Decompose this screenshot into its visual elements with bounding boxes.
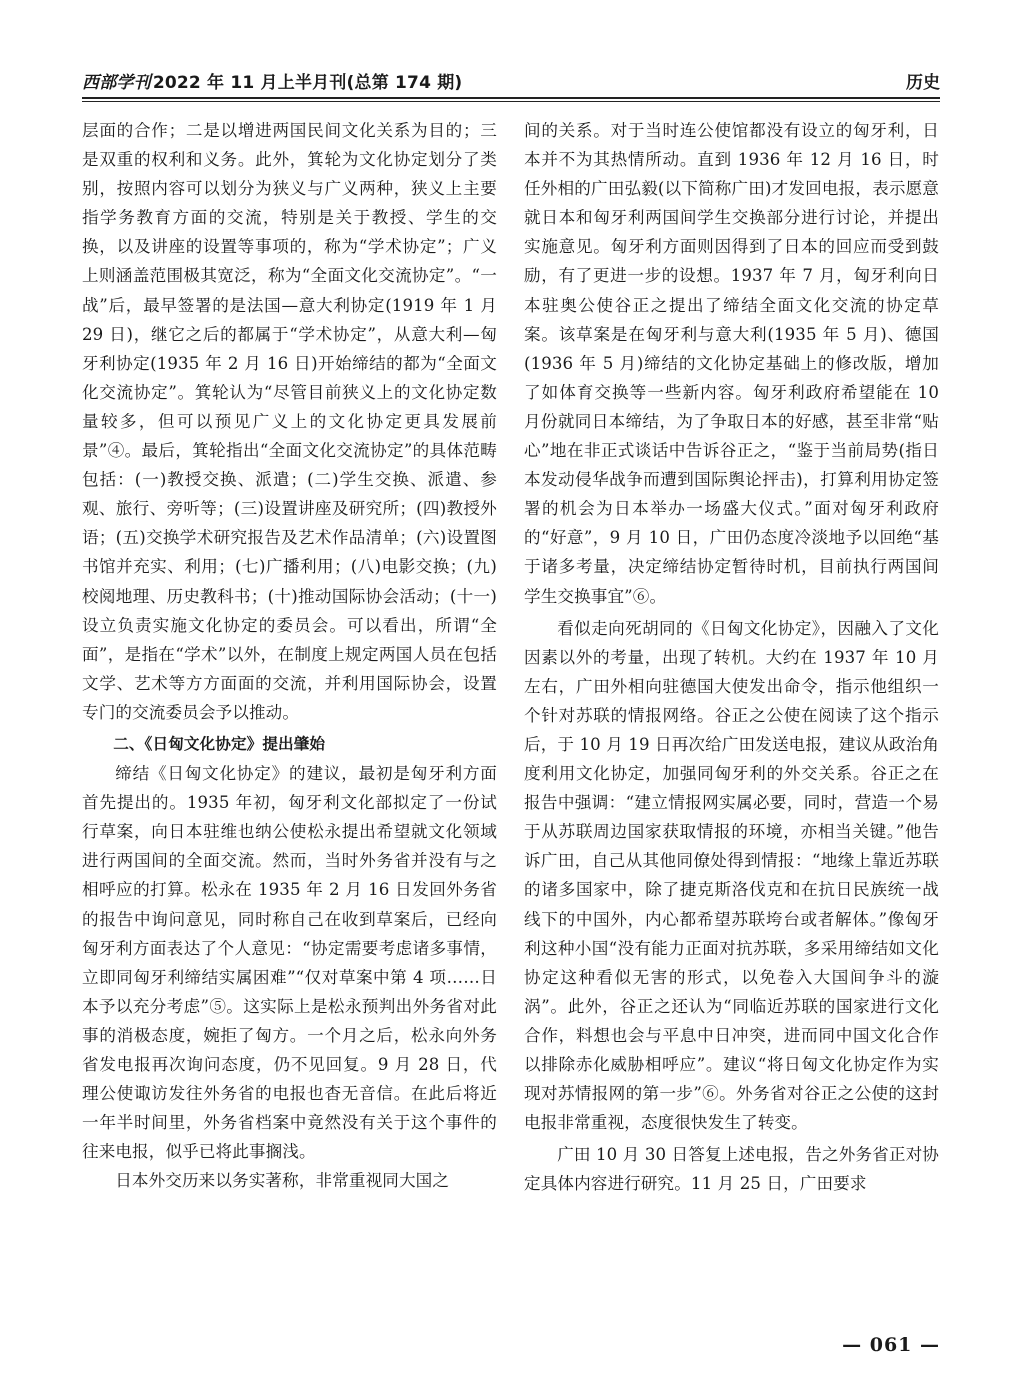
paragraph: 看似走向死胡同的《日匈文化协定》，因融入了文化因素以外的考量，出现了转机。大约在 1937 年 10 月左右，广田外相向驻德国大使发出命令，指示他组织一个针对苏联的情报网络。谷正之公使在阅读了这个指示后，于 10 月 19 日再次给广田发送电报，建议从政治角度利用文化协定，加强同匈牙利的外交关系。谷正之在报告中强调：“建立情报网实属必要，同时，营造一个易于从苏联周边国家获取情报的环境，亦相当关键。”他告诉广田，自己从其他同僚处得到情报：“地缘上靠近苏联的诸多国家中，除了捷克斯洛伐克和在抗日民族统一战线下的中国外，内心都希望苏联垮台或者解体。”像匈牙利这种小国“没有能力正面对抗苏联，多采用缔结如文化协定这种看似无害的形式，以免卷入大国间争斗的漩涡”。此外，谷正之还认为“同临近苏联的国家进行文化合作，料想也会与平息中日冲突，进而同中国文化合作以排除赤化威胁相呼应”。建议“将日匈文化协定作为实现对苏情报网的第一步”⑥。外务省对谷正之公使的这封电报非常重视，态度很快发生了转变。	[524, 618, 939, 1133]
paragraph: 层面的合作；二是以增进两国民间文化关系为目的；三是双重的权利和义务。此外，箕轮为文化协定划分了类别，按照内容可以划分为狭义与广义两种，狭义上主要指学务教育方面的交流，特别是关于教授、学生的交换，以及讲座的设置等事项的，称为“学术协定”；广义上则涵盖范围极其宽泛，称为“全面文化交流协定”。“一战”后，最早签署的是法国—意大利协定(1919 年 1 月 29 日)，继它之后的都属于“学术协定”，从意大利—匈牙利协定(1935 年 2 月 16 日)开始缔结的都为“全面文化交流协定”。箕轮认为“尽管目前狭义上的文化协定数量较多，但可以预见广义上的文化协定更具发展前景”④。最后，箕轮指出“全面文化交流协定”的具体范畴包括：(一)教授交换、派遣；(二)学生交换、派遣、参观、旅行、旁听等；(三)设置讲座及研究所；(四)教授外语；(五)交换学术研究报告及艺术作品清单；(六)设置图书馆并充实、利用；(七)广播利用；(八)电影交换；(九)校阅地理、历史教科书；(十)推动国际协会活动；(十一)设立负责实施文化协定的委员会。可以看出，所谓“全面”，是指在“学术”以外，在制度上规定两国人员在包括文学、艺术等方方面面的交流，并利用国际协会，设置专门的交流委员会予以推动。	[82, 121, 497, 722]
page-number: — 061 —	[842, 1334, 940, 1356]
issue-info: 2022 年 11 月上半月刊(总第 174 期)	[152, 73, 463, 93]
running-header	[82, 62, 940, 92]
journal-title	[82, 68, 462, 93]
header-rule-thin	[82, 101, 940, 102]
journal-logo: 西部学刊	[82, 73, 151, 93]
header-rule	[82, 97, 940, 99]
paragraph: 间的关系。对于当时连公使馆都没有设立的匈牙利，日本并不为其热情所动。直到 1936 年 12 月 16 日，时任外相的广田弘毅(以下简称广田)才发回电报，表示愿意就日本和匈牙利两国间学生交换部分进行讨论，并提出实施意见。匈牙利方面则因得到了日本的回应而受到鼓励，有了更进一步的设想。1937 年 7 月，匈牙利向日本驻奥公使谷正之提出了缔结全面文化交流的协定草案。该草案是在匈牙利与意大利(1935 年 5 月)、德国(1936 年 5 月)缔结的文化协定基础上的修改版，增加了如体育交换等一些新内容。匈牙利政府希望能在 10 月份就同日本缔结，为了争取日本的好感，甚至非常“贴心”地在非正式谈话中告诉谷正之，“鉴于当前局势(指日本发动侵华战争而遭到国际舆论抨击)，打算利用协定签署的机会为日本举办一场盛大仪式。”面对匈牙利政府的“好意”，9 月 10 日，广田仍态度冷淡地予以回绝“基于诸多考量，决定缔结协定暂待时机，目前执行两国间学生交换事宜”⑥。	[524, 121, 939, 606]
section-heading: 二、《日匈文化协定》提出肇始	[113, 734, 326, 753]
right-column	[524, 116, 939, 1198]
paragraph: 广田 10 月 30 日答复上述电报，告之外务省正对协定具体内容进行研究。11 月 25 日，广田要求	[524, 1145, 939, 1194]
paragraph: 日本外交历来以务实著称，非常重视同大国之	[115, 1171, 450, 1191]
section-title: 历史	[906, 73, 940, 93]
left-column	[82, 116, 497, 1195]
paragraph: 缔结《日匈文化协定》的建议，最初是匈牙利方面首先提出的。1935 年初，匈牙利文化部拟定了一份试行草案，向日本驻维也纳公使松永提出希望就文化领域进行两国间的全面交流。然而，当时外务省并没有与之相呼应的打算。松永在 1935 年 2 月 16 日发回外务省的报告中询问意见，同时称自己在收到草案后，已经向匈牙利方面表达了个人意见：“协定需要考虑诸多事情，立即同匈牙利缔结实属困难”“仅对草案中第 4 项……日本予以充分考虑”⑤。这实际上是松永预判出外务省对此事的消极态度，婉拒了匈方。一个月之后，松永向外务省发电报再次询问态度，仍不见回复。9 月 28 日，代理公使诹访发往外务省的电报也杳无音信。在此后将近一年半时间里，外务省档案中竟然没有关于这个事件的往来电报，似乎已将此事搁浅。	[82, 764, 497, 1162]
